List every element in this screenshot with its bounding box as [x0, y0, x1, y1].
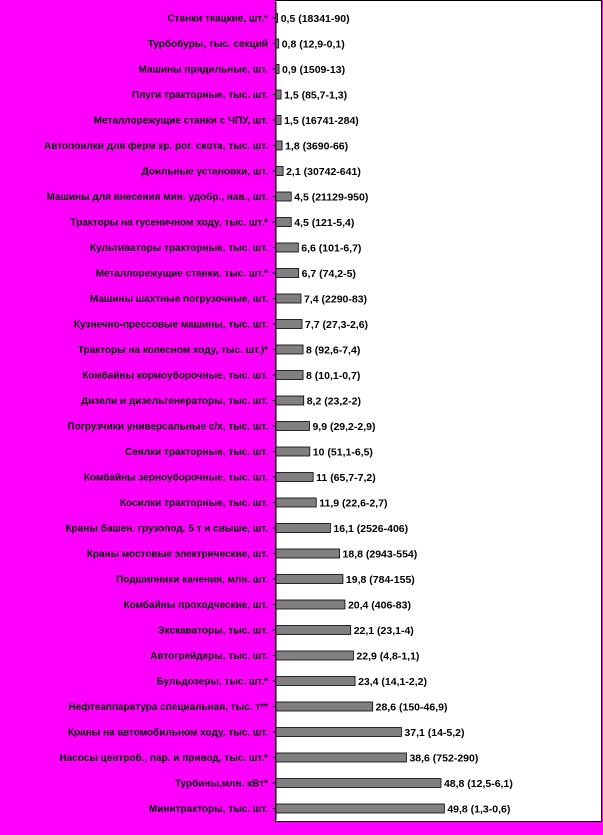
category-label: Комбайны проходческие, шт.: [123, 600, 268, 611]
bar: [276, 447, 310, 456]
category-label: Автогрейдеры, тыс. шт.: [150, 651, 268, 662]
category-label: Машины прядильные, шт.: [138, 64, 268, 76]
category-label: Машины для внесения мин. удобр., нав., шт.: [46, 192, 268, 203]
bar: [276, 371, 303, 380]
bar: [276, 192, 291, 201]
category-label: Подшипники качения, млн. шт.: [116, 574, 268, 586]
category-label: Турбобуры, тыс. секций: [147, 39, 268, 50]
bar: [276, 167, 283, 176]
category-label: Культиваторы тракторные, тыс. шт.: [89, 243, 268, 254]
category-label: Тракторы на колесном ходу, тыс. шт.)*: [77, 345, 268, 356]
data-label: 11,9 (22,6-2,7): [319, 497, 388, 510]
data-label: 1,5 (85,7-1,3): [284, 89, 348, 102]
category-label: Доильные установки, шт.: [141, 166, 268, 178]
category-label: Минитракторы, тыс. шт.: [148, 804, 268, 815]
data-label: 6,6 (101-6,7): [301, 242, 362, 255]
data-label: 8 (92,6-7,4): [306, 344, 361, 357]
bar: [276, 753, 406, 762]
data-label: 49,8 (1,3-0,6): [447, 803, 511, 816]
data-label: 20,4 (406-83): [347, 599, 411, 612]
data-label: 28,6 (150-46,9): [375, 701, 448, 714]
bar: [276, 65, 279, 74]
category-label: Экскаваторы, тыс. шт.: [157, 625, 268, 637]
category-label: Краны на автомобильном ходу, тыс. шт.: [67, 727, 268, 739]
bar: [276, 39, 279, 48]
bar: [276, 320, 302, 329]
data-label: 19,8 (784-155): [345, 574, 415, 586]
bar: [276, 294, 301, 303]
bar: [276, 677, 355, 686]
data-label: 1,8 (3690-66): [285, 140, 349, 153]
data-label: 38,6 (752-290): [409, 752, 479, 765]
category-label: Металлорежущие станки, тыс. шт.*: [95, 268, 268, 280]
bar: [276, 243, 298, 252]
data-label: 6,7 (74,2-5): [301, 268, 356, 280]
category-label: Автопоилки для ферм кр. рог. скота, тыс. шт.: [44, 141, 268, 152]
category-label: Краны башен. грузопод. 5 т и свыше, шт.: [65, 523, 268, 535]
data-label: 22,9 (4,8-1,1): [356, 650, 420, 663]
bar: [276, 269, 299, 278]
data-label: 7,4 (2290-83): [304, 293, 368, 306]
category-label: Насосы центроб., пар. и привод, тыс. шт.*: [59, 753, 268, 764]
data-label: 9,9 (29,2-2,9): [312, 421, 376, 433]
bar: [276, 141, 282, 150]
bar: [276, 396, 304, 405]
data-label: 2,1 (30742-641): [286, 166, 361, 178]
category-label: Металлорежущие станки с ЧПУ, шт.: [93, 115, 268, 127]
bar: [276, 626, 351, 635]
bar: [276, 90, 281, 99]
bar: [276, 575, 343, 584]
category-label: Комбайны зерноуборочные, тыс. шт.: [83, 472, 268, 484]
data-label: 4,5 (121-5,4): [294, 217, 355, 229]
data-label: 8,2 (23,2-2): [306, 395, 361, 408]
category-label: Комбайны кормоуборочные, тыс. шт.: [82, 370, 268, 382]
data-label: 0,5 (18341-90): [280, 13, 350, 25]
category-label: Машины шахтные погрузочные, шт.: [89, 294, 268, 305]
data-label: 16,1 (2526-406): [333, 523, 409, 535]
category-label: Погрузчики универсальные с/х, тыс. шт.: [67, 421, 268, 433]
data-label: 10 (51,1-6,5): [312, 446, 373, 459]
data-label: 7,7 (27,3-2,6): [305, 319, 369, 331]
category-label: Косилки тракторные, тыс. шт.: [119, 498, 268, 509]
bar: [276, 728, 401, 737]
bar: [276, 498, 316, 507]
data-label: 18,8 (2943-554): [342, 548, 418, 561]
category-label: Дизели и дизельгенераторы, тыс. шт.: [80, 396, 268, 407]
data-label: 23,4 (14,1-2,2): [358, 676, 427, 688]
bar: [276, 422, 309, 431]
category-label: Плуги тракторные, тыс. шт.: [131, 90, 268, 101]
category-label: Краны мостовые электрические, шт.: [86, 549, 268, 560]
data-label: 37,1 (14-5,2): [404, 727, 465, 739]
bar: [276, 473, 313, 482]
category-label: Кузнечно-прессовые машины, тыс. шт.: [73, 319, 268, 331]
bar: [276, 651, 353, 660]
bar: [276, 702, 373, 711]
bar: [276, 524, 330, 533]
bar: [276, 779, 441, 788]
category-label: Нефтеаппаратура специальная, тыс. т**: [68, 702, 268, 713]
bar: [276, 804, 444, 813]
data-label: 4,5 (21129-950): [294, 191, 369, 204]
bar: [276, 549, 340, 558]
data-label: 48,8 (12,5-6,1): [443, 778, 513, 790]
bar: [276, 345, 303, 354]
category-label: Сеялки тракторные, тыс. шт.: [125, 447, 268, 458]
data-label: 22,1 (23,1-4): [353, 625, 414, 637]
bar: [276, 218, 291, 227]
data-label: 8 (10,1-0,7): [306, 370, 361, 382]
bar: [276, 600, 345, 609]
data-label: 0,8 (12,9-0,1): [281, 38, 345, 51]
bar: [276, 14, 278, 23]
category-label: Бульдозеры, тыс. шт.*: [156, 676, 268, 688]
category-label: Станки ткацкие, шт.*: [167, 13, 268, 25]
bar: [276, 116, 281, 125]
data-label: 11 (65,7-7,2): [316, 472, 376, 484]
data-label: 0,9 (1509-13): [282, 64, 346, 76]
data-label: 1,5 (16741-284): [284, 115, 359, 127]
category-label: Турбины,млн. кВт*: [174, 778, 268, 790]
category-label: Тракторы на гусеничном ходу, тыс. шт.*: [70, 217, 268, 229]
